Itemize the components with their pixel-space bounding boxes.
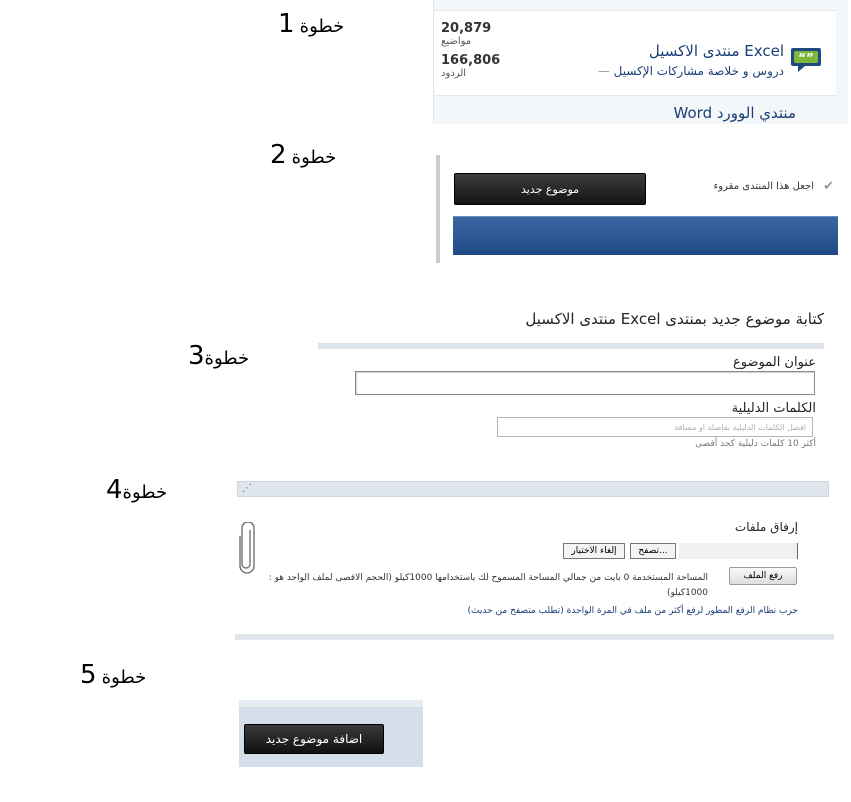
step-number: 2	[270, 140, 287, 170]
forum-row-word-link[interactable]: منتدي الوورد Word	[673, 104, 796, 122]
quota-text: المساحة المستخدمة 0 بايت من جمالي المساحة المسموح لك باستخدامها 1000كيلو (الحجم الاقصى لملف الواحد هو : 1000كيلو)	[268, 573, 708, 598]
file-path-field[interactable]	[679, 543, 798, 559]
attachments-header-bar	[237, 481, 829, 497]
forum-subtitle-link[interactable]	[598, 64, 784, 78]
add-new-topic-button[interactable]: اضافة موضوع جديد	[244, 724, 384, 754]
submit-panel	[239, 700, 423, 767]
cancel-selection-button[interactable]: إلغاء الاختيار	[563, 543, 625, 559]
replies-count: 166,806	[441, 53, 501, 68]
browse-button[interactable]: تصفح...	[630, 543, 676, 559]
step-word: خطوة	[291, 147, 337, 168]
advanced-uploader-link[interactable]: جرب نظام الرفع المطور لرفع أكثر من ملف في المرة الواحدة (تطلب متصفح من حديث)	[467, 606, 798, 616]
step-3-label	[188, 341, 249, 371]
step-number: 1	[278, 9, 295, 39]
step-number: 3	[188, 341, 205, 371]
forum-subtitle-text: دروس و خلاصة مشاركات الإكسيل	[613, 64, 784, 78]
step-word: خطوة	[299, 16, 345, 37]
speech-bubble-quote-icon	[790, 45, 822, 75]
collapse-icon[interactable]: ⋰	[242, 483, 252, 494]
attachments-panel	[235, 500, 834, 640]
replies-label: الردود	[441, 68, 467, 79]
svg-text:“”: “”	[798, 51, 814, 65]
forum-title-link[interactable]: Excel منتدى الاكسيل	[648, 42, 784, 60]
tags-field-label: الكلمات الدليلية	[731, 401, 816, 416]
step-2-label	[270, 140, 336, 170]
forum-header-bar	[453, 216, 838, 255]
tags-note: أكثر 10 كلمات دليلية كحد أقصى	[695, 439, 816, 449]
checkmark-icon: ✔	[823, 179, 834, 194]
step-word: خطوة	[204, 348, 250, 369]
attach-files-label: إرفاق ملفات	[734, 520, 798, 534]
new-topic-button[interactable]: موضوع جديد	[454, 173, 646, 205]
forum-toolbar-panel	[436, 155, 838, 263]
step-5-label	[80, 660, 146, 690]
step-word: خطوة	[122, 482, 168, 503]
forum-list-panel	[433, 0, 848, 124]
forum-row-excel	[434, 10, 836, 96]
step-word: خطوة	[101, 667, 147, 688]
new-topic-form	[318, 343, 824, 452]
replies-stat	[441, 53, 500, 79]
topic-title-input[interactable]	[355, 371, 815, 395]
step-4-label	[106, 475, 167, 505]
step-number: 4	[106, 475, 123, 505]
mark-forum-read-link[interactable]: اجعل هذا المنتدى مقروء	[713, 181, 814, 192]
step-1-label	[278, 9, 344, 39]
paperclip-icon	[239, 522, 255, 576]
new-topic-heading: كتابة موضوع جديد بمنتدى Excel منتدى الاكسيل	[525, 310, 824, 328]
topics-stat	[441, 21, 491, 47]
step-number: 5	[80, 660, 97, 690]
title-field-label: عنوان الموضوع	[732, 355, 816, 370]
upload-file-button[interactable]: رفع الملف	[729, 567, 797, 585]
topics-count: 20,879	[441, 21, 492, 36]
topics-label: مواضيع	[441, 36, 472, 47]
subforum-dash-icon: —	[597, 64, 610, 78]
tags-input[interactable]: افصل الكلمات الدليلية بفاصلة او مسافة	[497, 417, 813, 437]
